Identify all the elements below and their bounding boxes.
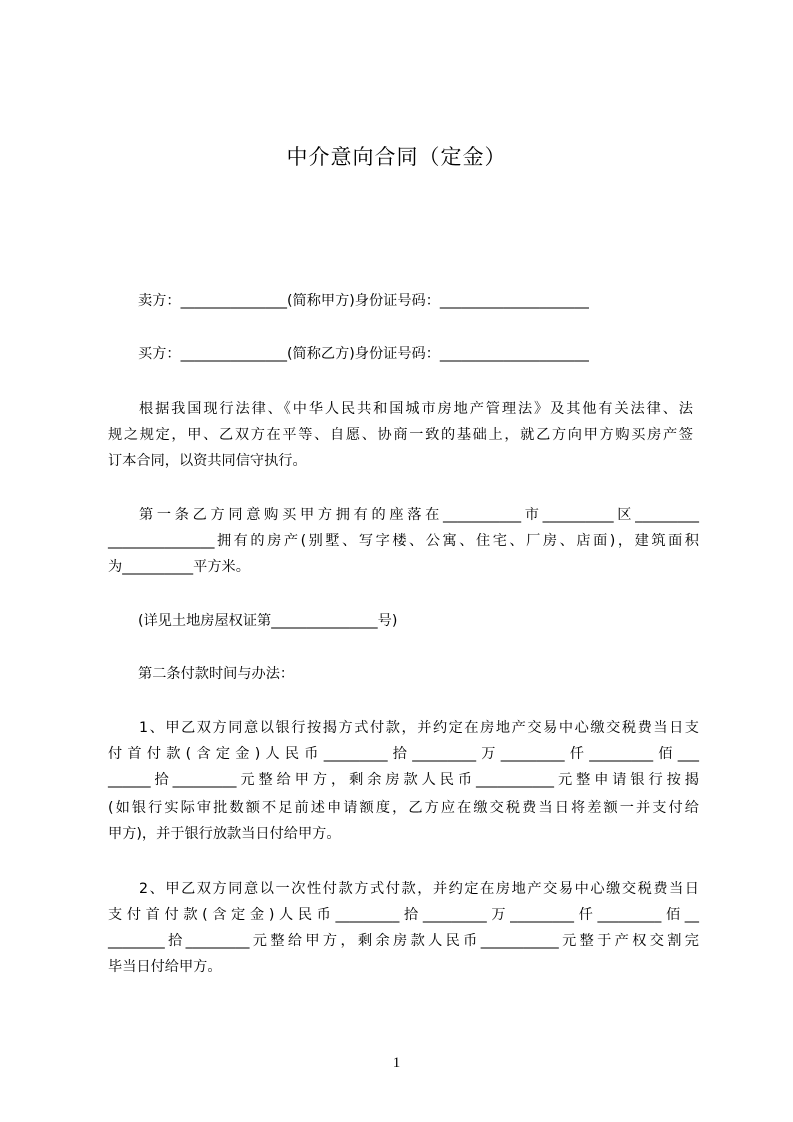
- seller-line: 卖方：_______________(简称甲方)身份证号码：_____________________: [138, 293, 589, 309]
- article-2-heading: 第二条付款时间与办法：: [138, 666, 295, 682]
- buyer-line: 买方：_______________(简称乙方)身份证号码：_____________________: [138, 346, 589, 362]
- clause-2-line: ________拾_________元整给甲方，剩余房款人民币___________元整于产权交割完: [108, 933, 699, 949]
- clause-1-line: 甲方)，并于银行放款当日付给甲方。: [108, 826, 341, 842]
- preamble-line: 规之规定，甲、乙双方在平等、自愿、协商一致的基础上，就乙方向甲方购买房产签: [108, 427, 693, 443]
- certificate-line: (详见土地房屋权证第_______________号): [138, 613, 398, 629]
- clause-1-line: 付首付款(含定金)人民币_________拾_________万_________仟_________佰___: [108, 746, 699, 762]
- clause-2-line: 支付首付款(含定金)人民币_________拾_________万_________仟_________佰__: [108, 907, 699, 923]
- clause-1-line: 1、甲乙双方同意以银行按揭方式付款，并约定在房地产交易中心缴交税费当日支: [139, 720, 699, 736]
- clause-2-line: 毕当日付给甲方。: [108, 959, 222, 975]
- article-1-line: 第一条乙方同意购买甲方拥有的座落在___________市__________区_________: [139, 507, 699, 523]
- document-title: 中介意向合同（定金）: [286, 145, 507, 169]
- article-1-line: 为__________平方米。: [108, 559, 250, 575]
- clause-2-line: 2、甲乙双方同意以一次性付款方式付款，并约定在房地产交易中心缴交税费当日: [139, 881, 699, 897]
- clause-1-line: (如银行实际审批数额不足前述申请额度，乙方应在缴交税费当日将差额一并支付给: [108, 800, 699, 816]
- clause-1-line: ______拾_________元整给甲方，剩余房款人民币___________元整申请银行按揭: [108, 772, 699, 788]
- preamble-line: 根据我国现行法律、《中华人民共和国城市房地产管理法》及其他有关法律、法: [139, 401, 693, 417]
- page-number: 1: [392, 1055, 401, 1071]
- article-1-line: _______________拥有的房产(别墅、写字楼、公寓、住宅、厂房、店面)，建筑面积: [108, 533, 699, 549]
- preamble-line: 订本合同，以资共同信守执行。: [108, 453, 307, 469]
